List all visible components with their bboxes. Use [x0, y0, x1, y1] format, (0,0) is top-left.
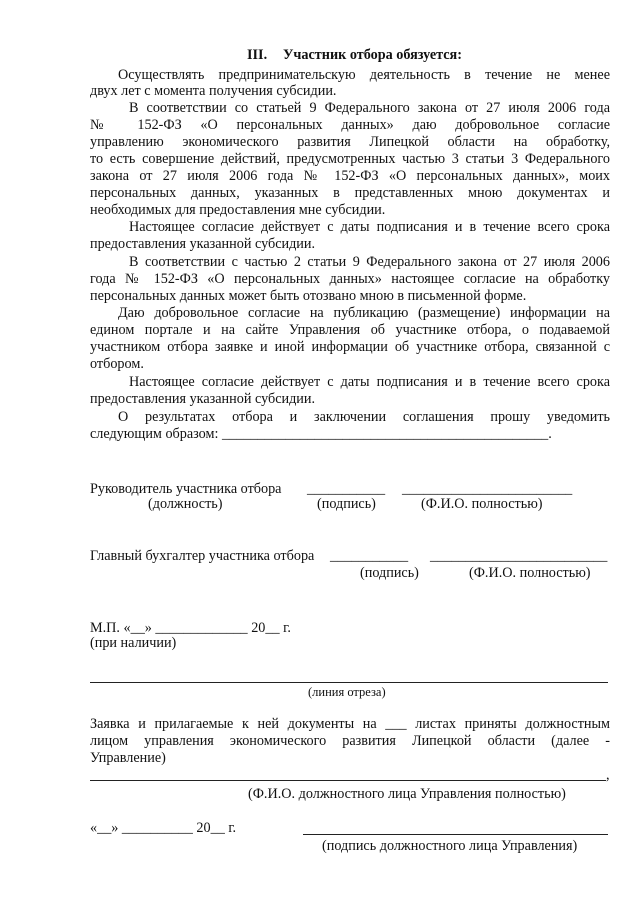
paragraph-4-line-1: В соответствии с частью 2 статьи 9 Федерального закона от 27 июля 2006	[129, 254, 610, 270]
caption-fio: (Ф.И.О. полностью)	[421, 496, 543, 512]
paragraph-5-line-3: участником отбора заявке и иной информации об участнике отбора, связанной с	[90, 339, 610, 355]
paragraph-3-line-1: Настоящее согласие действует с даты подписания и в течение всего срока	[129, 219, 610, 235]
official-fio-caption: (Ф.И.О. должностного лица Управления полностью)	[248, 786, 566, 802]
stamp-note: (при наличии)	[90, 635, 177, 651]
paragraph-5-line-4: отбором.	[90, 356, 144, 372]
head-signature-label: Руководитель участника отбора	[90, 481, 282, 497]
official-signature-line	[303, 834, 608, 835]
trailing-comma: ,	[606, 767, 610, 783]
accountant-fio-blank: _________________________	[430, 548, 608, 564]
paragraph-7-line-1: О результатах отбора и заключении соглашения прошу уведомить	[118, 409, 610, 425]
acceptance-line-2: лицом управления экономического развития Липецкой области (далее -	[90, 733, 610, 749]
cut-line-label: (линия отреза)	[308, 685, 386, 699]
paragraph-2-line-7: необходимых для предоставления мне субсидии.	[90, 202, 386, 218]
acceptance-date-line: «__» __________ 20__ г.	[90, 820, 237, 836]
section-title: Участник отбора обязуется:	[283, 47, 462, 63]
paragraph-5-line-1: Даю добровольное согласие на публикацию (размещение) информации на	[118, 305, 610, 321]
caption-signature: (подпись)	[317, 496, 376, 512]
official-fio-line	[90, 780, 606, 781]
stamp-line: М.П. «__» _____________ 20__ г.	[90, 620, 291, 636]
paragraph-7-line-2: следующим образом: ______________________________________________.	[90, 426, 552, 442]
acceptance-line-3: Управление)	[90, 750, 166, 766]
accountant-caption-fio: (Ф.И.О. полностью)	[469, 565, 591, 581]
paragraph-2-line-6: персональных данных, указанных в представленных мною документах и	[90, 185, 610, 201]
paragraph-2-line-3: управлению экономического развития Липецкой области на обработку,	[90, 134, 610, 150]
paragraph-4-line-2: года № 152-ФЗ «О персональных данных» настоящее согласие на обработку	[90, 271, 610, 287]
accountant-signature-label: Главный бухгалтер участника отбора	[90, 548, 315, 564]
section-number: III.	[247, 47, 268, 63]
paragraph-2-line-2: № 152-ФЗ «О персональных данных» даю добровольное согласие	[90, 117, 610, 133]
paragraph-2-line-1: В соответствии со статьей 9 Федерального закона от 27 июля 2006 года	[129, 100, 610, 116]
acceptance-line-1: Заявка и прилагаемые к ней документы на ___ листах приняты должностным	[90, 716, 610, 732]
head-signature-blank: ___________	[307, 481, 386, 497]
paragraph-3-line-2: предоставления указанной субсидии.	[90, 236, 316, 252]
paragraph-4-line-3: персональных данных может быть отозвано мною в письменной форме.	[90, 288, 527, 304]
paragraph-6-line-2: предоставления указанной субсидии.	[90, 391, 316, 407]
paragraph-5-line-2: едином портале и на сайте Управления об участнике отбора, о подаваемой	[90, 322, 610, 338]
cut-line	[90, 682, 608, 683]
accountant-signature-blank: ___________	[330, 548, 409, 564]
caption-position: (должность)	[148, 496, 223, 512]
paragraph-1-line-2: двух лет с момента получения субсидии.	[90, 83, 337, 99]
paragraph-2-line-5: закона от 27 июля 2006 года № 152-ФЗ «О персональных данных», моих	[90, 168, 610, 184]
paragraph-1-line-1: Осуществлять предпринимательскую деятельность в течение не менее	[118, 67, 610, 83]
accountant-caption-signature: (подпись)	[360, 565, 419, 581]
official-signature-caption: (подпись должностного лица Управления)	[322, 838, 578, 854]
head-fio-blank: ________________________	[402, 481, 573, 497]
paragraph-2-line-4: то есть совершение действий, предусмотренных частью 3 статьи 3 Федерального	[90, 151, 610, 167]
paragraph-6-line-1: Настоящее согласие действует с даты подписания и в течение всего срока	[129, 374, 610, 390]
